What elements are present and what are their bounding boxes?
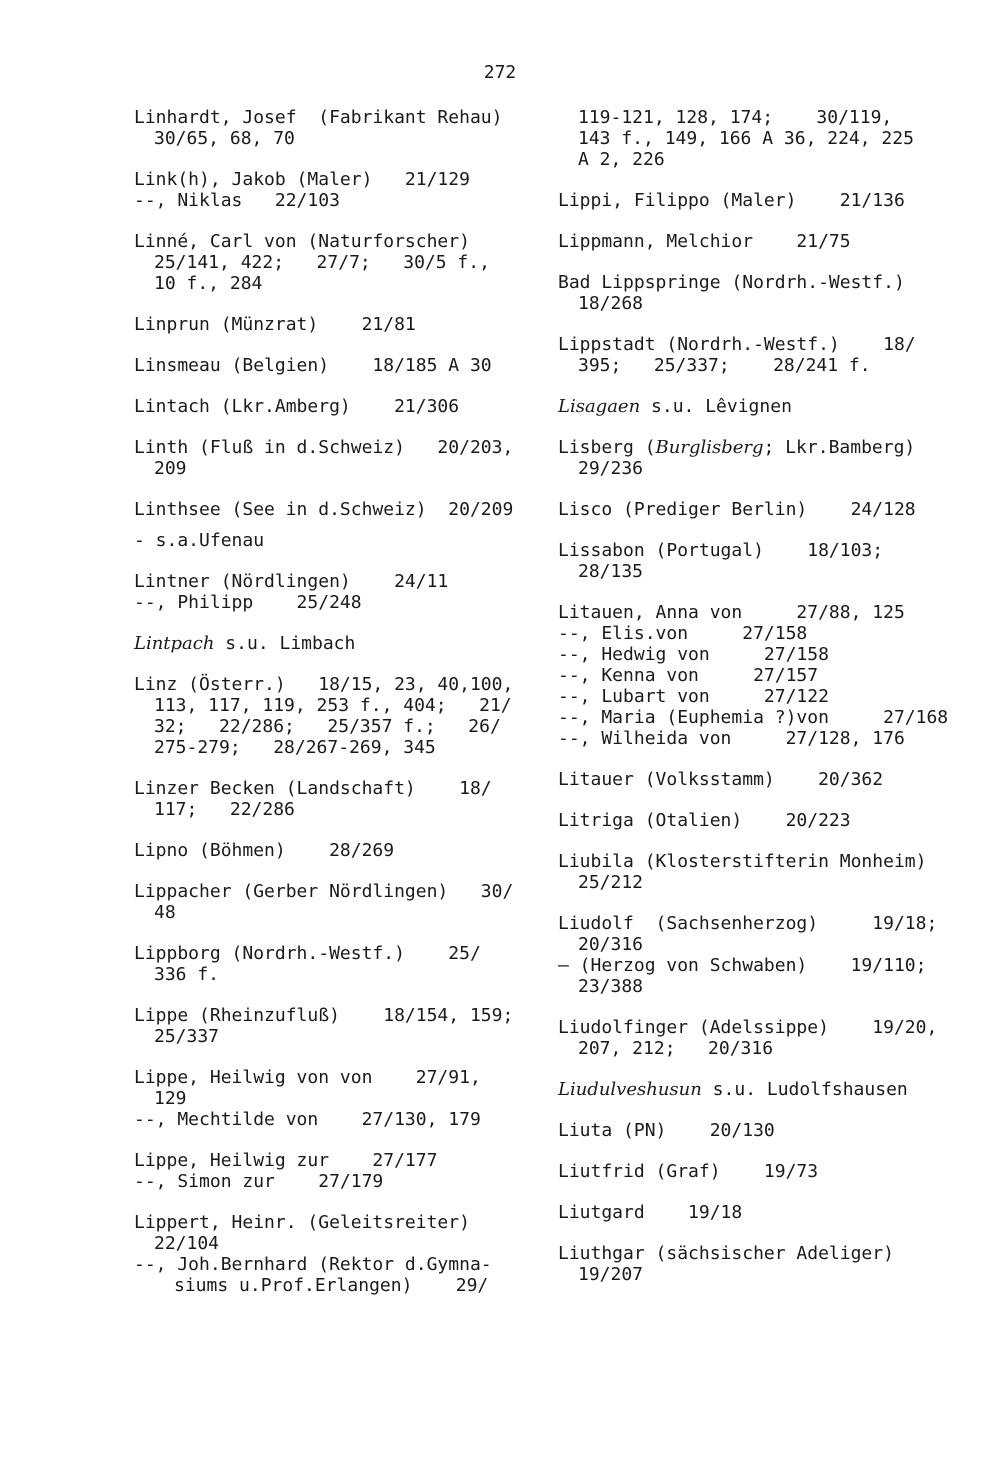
index-entry bbox=[558, 913, 958, 997]
entry-line bbox=[558, 1079, 958, 1100]
cross-reference: s.u. Limbach bbox=[214, 633, 356, 654]
entry-line: Lippe, Heilwig von von 27/91, bbox=[134, 1067, 481, 1088]
entry-line: 18/268 bbox=[578, 293, 644, 314]
index-entry bbox=[558, 190, 958, 211]
index-entry bbox=[134, 633, 534, 654]
entry-line: --, Lubart von 27/122 bbox=[558, 686, 829, 707]
entry-text: ; Lkr.Bamberg) bbox=[763, 437, 916, 458]
entry-line: — (Herzog von Schwaben) 19/110; bbox=[558, 955, 927, 976]
entry-line: --, Philipp 25/248 bbox=[134, 592, 362, 613]
entry-line: --, Wilheida von 27/128, 176 bbox=[558, 728, 905, 749]
entry-line bbox=[134, 633, 534, 654]
cross-reference: s.u. Ludolfshausen bbox=[701, 1079, 908, 1100]
entry-line: 143 f., 149, 166 A 36, 224, 225 bbox=[578, 128, 914, 149]
entry-line: --, Maria (Euphemia ?)von 27/168 bbox=[558, 707, 949, 728]
index-entry bbox=[558, 1202, 958, 1223]
entry-line: 19/207 bbox=[578, 1264, 644, 1285]
index-entry bbox=[558, 107, 958, 170]
entry-line: Litauer (Volksstamm) 20/362 bbox=[558, 769, 884, 790]
index-entry bbox=[558, 540, 958, 582]
entry-line: Bad Lippspringe (Nordrh.-Westf.) bbox=[558, 272, 905, 293]
entry-line: A 2, 226 bbox=[578, 149, 665, 170]
index-entry bbox=[134, 571, 534, 613]
entry-line: --, Simon zur 27/179 bbox=[134, 1171, 384, 1192]
index-entry bbox=[558, 769, 958, 790]
entry-text: Lisberg ( bbox=[558, 437, 656, 458]
entry-line: Lipno (Böhmen) 28/269 bbox=[134, 840, 395, 861]
italic-place-name: Lisagaen bbox=[558, 396, 641, 417]
index-entry bbox=[134, 778, 534, 820]
index-entry bbox=[134, 1067, 534, 1130]
page-number: 272 bbox=[483, 62, 517, 83]
entry-line: Lippacher (Gerber Nördlingen) 30/ bbox=[134, 881, 514, 902]
index-entry bbox=[558, 1120, 958, 1141]
entry-line: Linsmeau (Belgien) 18/185 A 30 bbox=[134, 355, 492, 376]
index-entry bbox=[134, 107, 534, 149]
entry-line: 20/316 bbox=[578, 934, 644, 955]
index-entry bbox=[134, 881, 534, 923]
entry-line: --, Kenna von 27/157 bbox=[558, 665, 819, 686]
entry-line: Lippert, Heinr. (Geleitsreiter) bbox=[134, 1212, 470, 1233]
entry-line: Lippe, Heilwig zur 27/177 bbox=[134, 1150, 438, 1171]
entry-line: Link(h), Jakob (Maler) 21/129 bbox=[134, 169, 470, 190]
entry-line: 30/65, 68, 70 bbox=[154, 128, 295, 149]
index-entry bbox=[558, 602, 958, 749]
italic-place-name: Burglisberg bbox=[655, 437, 764, 458]
entry-line: 23/388 bbox=[578, 976, 644, 997]
entry-line: --, Joh.Bernhard (Rektor d.Gymna- bbox=[134, 1254, 492, 1275]
entry-line: Liutgard 19/18 bbox=[558, 1202, 743, 1223]
entry-line: Lippe (Rheinzufluß) 18/154, 159; bbox=[134, 1005, 514, 1026]
index-entry bbox=[134, 231, 534, 294]
entry-line: 336 f. bbox=[154, 964, 220, 985]
index-entry bbox=[134, 1150, 534, 1192]
entry-line: --, Elis.von 27/158 bbox=[558, 623, 808, 644]
entry-line: 25/337 bbox=[154, 1026, 220, 1047]
entry-line: --, Mechtilde von 27/130, 179 bbox=[134, 1109, 481, 1130]
entry-line bbox=[558, 437, 958, 458]
entry-line: Lippi, Filippo (Maler) 21/136 bbox=[558, 190, 905, 211]
entry-line: Lisco (Prediger Berlin) 24/128 bbox=[558, 499, 916, 520]
entry-line: 209 bbox=[154, 458, 187, 479]
entry-line bbox=[558, 396, 958, 417]
entry-line: 28/135 bbox=[578, 561, 644, 582]
index-entry bbox=[558, 1079, 958, 1100]
entry-line: Liudolf (Sachsenherzog) 19/18; bbox=[558, 913, 938, 934]
entry-line: - s.a.Ufenau bbox=[134, 530, 265, 551]
entry-line: 25/141, 422; 27/7; 30/5 f., bbox=[154, 252, 490, 273]
index-entry bbox=[134, 169, 534, 211]
entry-line: 207, 212; 20/316 bbox=[578, 1038, 774, 1059]
index-entry bbox=[558, 1161, 958, 1182]
index-entry bbox=[134, 396, 534, 417]
index-entry bbox=[134, 840, 534, 861]
entry-line: Lippborg (Nordrh.-Westf.) 25/ bbox=[134, 943, 481, 964]
entry-line: 32; 22/286; 25/357 f.; 26/ bbox=[154, 716, 501, 737]
entry-line: 395; 25/337; 28/241 f. bbox=[578, 355, 871, 376]
index-entry bbox=[558, 437, 958, 479]
entry-line: Lippstadt (Nordrh.-Westf.) 18/ bbox=[558, 334, 916, 355]
index-entry bbox=[134, 314, 534, 335]
index-entry bbox=[134, 437, 534, 479]
index-entry bbox=[134, 355, 534, 376]
entry-line: Liubila (Klosterstifterin Monheim) bbox=[558, 851, 927, 872]
index-entry bbox=[134, 943, 534, 985]
index-entry bbox=[558, 851, 958, 893]
entry-line: 119-121, 128, 174; 30/119, bbox=[578, 107, 893, 128]
index-entry bbox=[558, 334, 958, 376]
index-entry bbox=[558, 810, 958, 831]
italic-place-name: Liudulveshusun bbox=[558, 1079, 702, 1100]
entry-line: Linné, Carl von (Naturforscher) bbox=[134, 231, 470, 252]
entry-line: Linz (Österr.) 18/15, 23, 40,100, bbox=[134, 674, 514, 695]
entry-line: 22/104 bbox=[154, 1233, 220, 1254]
entry-line: Liutfrid (Graf) 19/73 bbox=[558, 1161, 819, 1182]
entry-line: Linhardt, Josef (Fabrikant Rehau) bbox=[134, 107, 503, 128]
entry-line: 117; 22/286 bbox=[154, 799, 295, 820]
entry-line: 275-279; 28/267-269, 345 bbox=[154, 737, 436, 758]
index-column-left bbox=[134, 107, 534, 1316]
entry-line: Linzer Becken (Landschaft) 18/ bbox=[134, 778, 492, 799]
entry-line: 113, 117, 119, 253 f., 404; 21/ bbox=[154, 695, 512, 716]
entry-line: --, Niklas 22/103 bbox=[134, 190, 340, 211]
index-entry bbox=[558, 1243, 958, 1285]
entry-line: 129 bbox=[154, 1088, 187, 1109]
entry-line: Litauen, Anna von 27/88, 125 bbox=[558, 602, 905, 623]
index-entry bbox=[558, 1017, 958, 1059]
index-column-right bbox=[558, 107, 958, 1305]
entry-line: Lissabon (Portugal) 18/103; bbox=[558, 540, 884, 561]
entry-line: Linprun (Münzrat) 21/81 bbox=[134, 314, 416, 335]
index-entry bbox=[558, 272, 958, 314]
entry-line: Liuta (PN) 20/130 bbox=[558, 1120, 775, 1141]
entry-line: Linth (Fluß in d.Schweiz) 20/203, bbox=[134, 437, 514, 458]
entry-line: siums u.Prof.Erlangen) 29/ bbox=[174, 1275, 489, 1296]
entry-line: Lippmann, Melchior 21/75 bbox=[558, 231, 851, 252]
entry-line: 25/212 bbox=[578, 872, 644, 893]
entry-line: --, Hedwig von 27/158 bbox=[558, 644, 829, 665]
entry-line: Litriga (Otalien) 20/223 bbox=[558, 810, 851, 831]
cross-reference: s.u. Lêvignen bbox=[640, 396, 792, 417]
entry-line: Lintner (Nördlingen) 24/11 bbox=[134, 571, 449, 592]
entry-line: 48 bbox=[154, 902, 176, 923]
entry-line: Liudolfinger (Adelssippe) 19/20, bbox=[558, 1017, 938, 1038]
entry-line: Lintach (Lkr.Amberg) 21/306 bbox=[134, 396, 460, 417]
index-entry bbox=[558, 396, 958, 417]
italic-place-name: Lintpach bbox=[134, 633, 215, 654]
index-entry bbox=[134, 1005, 534, 1047]
entry-line: 10 f., 284 bbox=[154, 273, 263, 294]
index-entry bbox=[134, 499, 534, 551]
entry-line: 29/236 bbox=[578, 458, 644, 479]
index-entry bbox=[134, 674, 534, 758]
entry-line: Linthsee (See in d.Schweiz) 20/209 bbox=[134, 499, 514, 520]
index-entry bbox=[134, 1212, 534, 1296]
index-entry bbox=[558, 231, 958, 252]
index-entry bbox=[558, 499, 958, 520]
entry-line: Liuthgar (sächsischer Adeliger) bbox=[558, 1243, 894, 1264]
